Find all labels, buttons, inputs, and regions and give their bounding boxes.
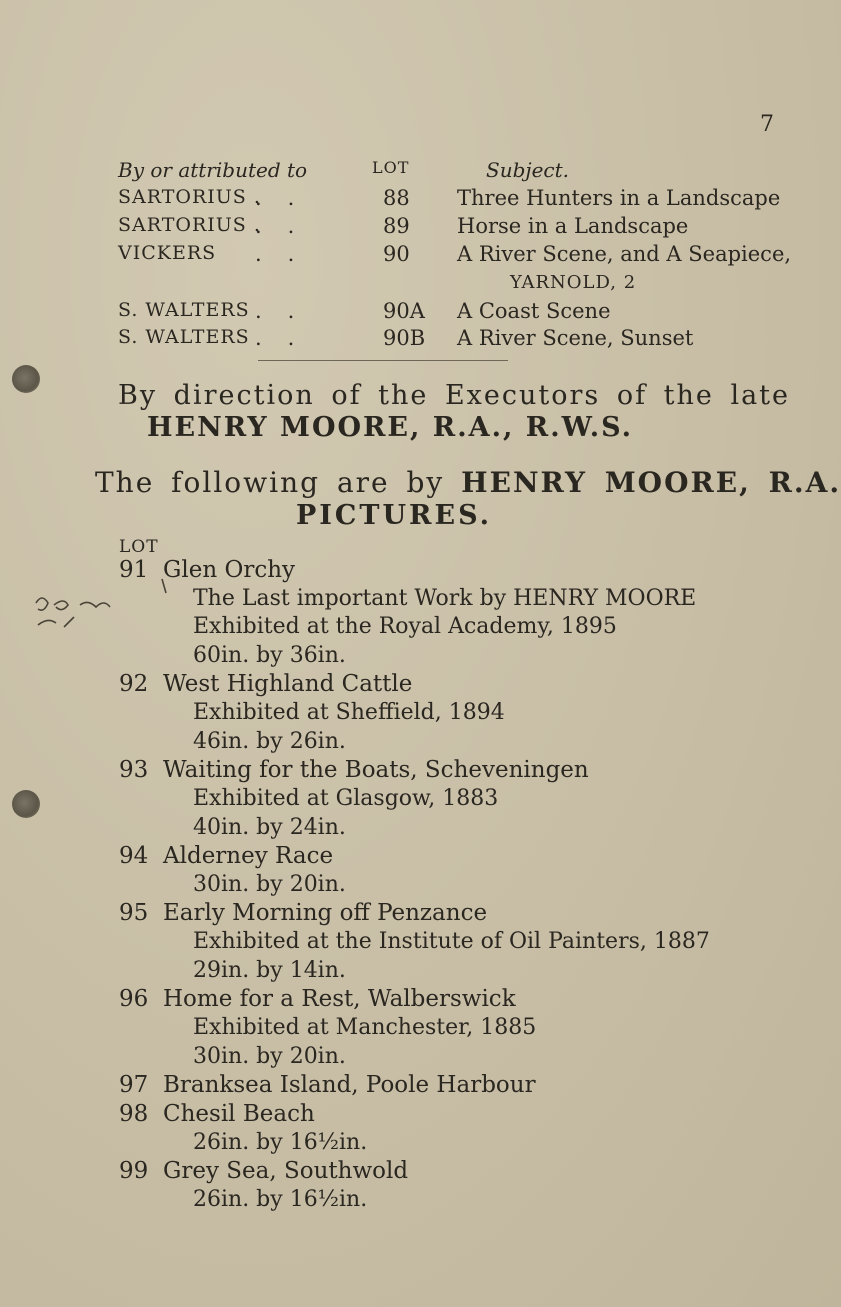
lot-number: 90A xyxy=(383,299,425,323)
lot-detail: Exhibited at the Royal Academy, 1895 xyxy=(193,614,617,639)
section-title: PICTURES. xyxy=(296,500,493,531)
lot-number: 90 xyxy=(383,242,410,266)
lot-number: 90B xyxy=(383,326,426,350)
lot-number: 96 xyxy=(119,986,149,1012)
lot-number: 92 xyxy=(119,671,149,697)
lot-subject: Three Hunters in a Landscape xyxy=(457,186,781,210)
dot-leader: .. xyxy=(255,326,321,350)
lot-number: 95 xyxy=(119,900,149,926)
lot-title: Early Morning off Penzance xyxy=(163,900,488,926)
lot-detail: Exhibited at Manchester, 1885 xyxy=(193,1015,537,1040)
lot-title: Chesil Beach xyxy=(163,1101,315,1127)
lot-number: 98 xyxy=(119,1101,149,1127)
lot-dimensions: 26in. by 16½in. xyxy=(193,1130,368,1155)
artist-name: VICKERS xyxy=(118,242,217,264)
lot-title: Branksea Island, Poole Harbour xyxy=(163,1072,536,1098)
page-number: 7 xyxy=(760,112,774,137)
binder-hole-bottom xyxy=(12,790,40,818)
header-by-label: By or attributed to xyxy=(118,158,308,182)
header-subject-label: Subject. xyxy=(486,158,570,182)
artist-name: S. WALTERS xyxy=(118,326,250,348)
following-prefix: The following are by xyxy=(95,466,445,499)
executor-name: HENRY MOORE, R.A., R.W.S. xyxy=(147,412,634,443)
lot-dimensions: 30in. by 20in. xyxy=(193,1044,346,1069)
lot-detail: The Last important Work by HENRY MOORE xyxy=(193,586,697,611)
lot-subject: A River Scene, and A Seapiece, xyxy=(457,242,792,266)
lot-number: 91 xyxy=(119,557,149,583)
artist-name-bold: HENRY MOORE, R.A. xyxy=(461,466,841,499)
section-divider xyxy=(258,360,508,361)
lot-dimensions: 40in. by 24in. xyxy=(193,815,346,840)
lot-detail: Exhibited at Sheffield, 1894 xyxy=(193,700,505,725)
lot-title: Grey Sea, Southwold xyxy=(163,1158,409,1184)
lot-subject: A River Scene, Sunset xyxy=(457,326,694,350)
lot-number: 88 xyxy=(383,186,410,210)
dot-leader: .. xyxy=(255,299,321,323)
lot-number: 89 xyxy=(383,214,410,238)
lot-subject-continuation: YARNOLD, 2 xyxy=(510,272,637,293)
lot-number: 97 xyxy=(119,1072,149,1098)
lot-dimensions: 46in. by 26in. xyxy=(193,729,346,754)
artist-name: SARTORIUS . xyxy=(118,214,261,236)
lot-column-label: LOT xyxy=(119,537,159,557)
lot-number: 94 xyxy=(119,843,149,869)
lot-dimensions: 60in. by 36in. xyxy=(193,643,346,668)
lot-detail: Exhibited at Glasgow, 1883 xyxy=(193,786,499,811)
lot-title: Home for a Rest, Walberswick xyxy=(163,986,516,1012)
dot-leader: .. xyxy=(255,242,321,266)
binder-hole-top xyxy=(12,365,40,393)
lot-dimensions: 30in. by 20in. xyxy=(193,872,346,897)
header-lot-label: LOT xyxy=(372,158,410,177)
lot-subject: A Coast Scene xyxy=(457,299,611,323)
lot-title: Alderney Race xyxy=(163,843,334,869)
direction-line: By direction of the Executors of the late xyxy=(118,380,791,411)
lot-detail: Exhibited at the Institute of Oil Painters, 1887 xyxy=(193,929,710,954)
lot-dimensions: 29in. by 14in. xyxy=(193,958,346,983)
lot-title: West Highland Cattle xyxy=(163,671,413,697)
lot-dimensions: 26in. by 16½in. xyxy=(193,1187,368,1212)
dot-leader: .. xyxy=(255,214,321,238)
handwritten-scribble xyxy=(24,575,184,650)
lot-title: Waiting for the Boats, Scheveningen xyxy=(163,757,589,783)
dot-leader: .. xyxy=(255,186,321,210)
following-line xyxy=(95,466,841,499)
artist-name: SARTORIUS . xyxy=(118,186,261,208)
lot-number: 99 xyxy=(119,1158,149,1184)
lot-subject: Horse in a Landscape xyxy=(457,214,689,238)
lot-title: Glen Orchy xyxy=(163,557,296,583)
artist-name: S. WALTERS xyxy=(118,299,250,321)
lot-number: 93 xyxy=(119,757,149,783)
